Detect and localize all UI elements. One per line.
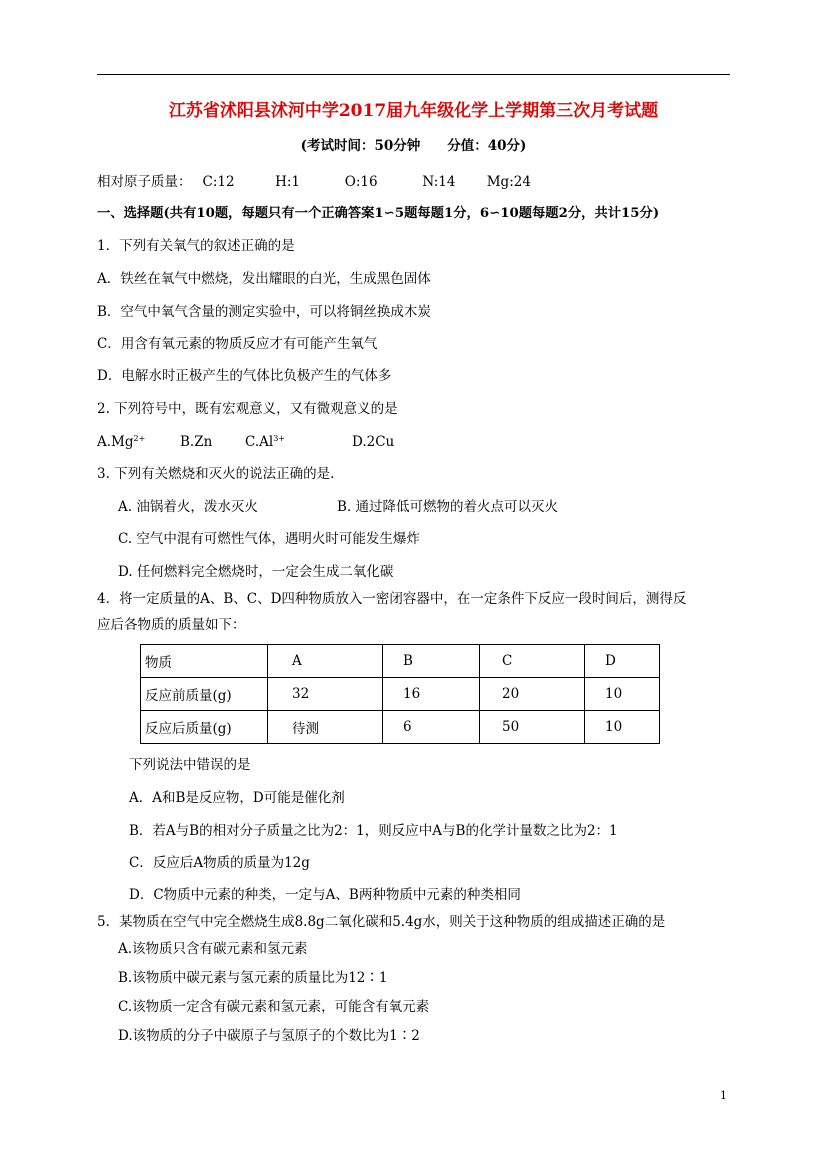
q2-option-c-text: C.Al <box>245 434 274 450</box>
table-row <box>141 678 660 711</box>
q3-stem: 3. 下列有关燃烧和灭火的说法正确的是. <box>97 466 335 482</box>
q4-option-d: D．C物质中元素的种类，一定与A、B两种物质中元素的种类相同 <box>129 887 521 903</box>
table-row <box>141 711 660 744</box>
q3-option-d: D. 任何燃料完全燃烧时，一定会生成二氧化碳 <box>118 564 394 580</box>
table-header-cell: C <box>480 645 585 678</box>
q3-option-c: C. 空气中混有可燃性气体，遇明火时可能发生爆炸 <box>118 531 420 547</box>
q4-stem-line2: 应后各物质的质量如下： <box>97 617 246 633</box>
q2-option-d: D.2Cu <box>352 434 395 450</box>
page-number: 1 <box>720 1089 727 1102</box>
table-header-cell: D <box>585 645 660 678</box>
q4-stem-line1: 4．将一定质量的A、B、C、D四种物质放入一密闭容器中，在一定条件下反应一段时间后，测得反 <box>97 591 687 607</box>
exam-title: 江苏省沭阳县沭河中学2017届九年级化学上学期第三次月考试题 <box>168 101 659 121</box>
q4-option-a: A．A和B是反应物，D可能是催化剂 <box>129 790 345 806</box>
table-cell: 待测 <box>268 711 383 744</box>
table-cell: 16 <box>383 678 480 711</box>
q5-stem: 5．某物质在空气中完全燃烧生成8.8g二氧化碳和5.4g水，则关于这种物质的组成描述正确的是 <box>97 914 666 930</box>
table-cell: 6 <box>383 711 480 744</box>
header-rule <box>97 74 730 75</box>
table-header-cell: B <box>383 645 480 678</box>
q1-option-d: D．电解水时正极产生的气体比负极产生的气体多 <box>97 368 392 384</box>
table-cell: 20 <box>480 678 585 711</box>
q5-option-c: C.该物质一定含有碳元素和氢元素，可能含有氧元素 <box>118 999 430 1015</box>
q5-option-b: B.该物质中碳元素与氢元素的质量比为12∶1 <box>118 970 388 986</box>
table-header-row <box>141 645 660 678</box>
table-cell: 反应前质量(g) <box>141 678 268 711</box>
table-header-cell: A <box>268 645 383 678</box>
q5-option-a: A.该物质只含有碳元素和氢元素 <box>118 941 308 957</box>
q2-option-a-text: A.Mg <box>97 434 134 450</box>
q1-option-b: B．空气中氧气含量的测定实验中，可以将铜丝换成木炭 <box>97 304 431 320</box>
atomic-masses: 相对原子质量： C:12 H:1 O:16 N:14 Mg:24 <box>97 174 531 190</box>
table-cell: 反应后质量(g) <box>141 711 268 744</box>
q1-option-c: C．用含有氧元素的物质反应才有可能产生氧气 <box>97 336 378 352</box>
q2-option-c <box>245 433 285 451</box>
table-cell: 10 <box>585 678 660 711</box>
table-header-cell: 物质 <box>141 645 268 678</box>
mass-table <box>140 644 660 744</box>
exam-subtitle: (考试时间：50分钟 分值：40分) <box>300 138 527 154</box>
q2-stem: 2. 下列符号中，既有宏观意义，又有微观意义的是 <box>97 401 398 417</box>
table-cell: 50 <box>480 711 585 744</box>
q2-option-b: B.Zn <box>180 434 213 450</box>
q3-option-a: A. 油锅着火，泼水灭火 <box>118 499 258 515</box>
q1-option-a: A．铁丝在氧气中燃烧，发出耀眼的白光，生成黑色固体 <box>97 271 431 287</box>
table-cell: 10 <box>585 711 660 744</box>
q3-option-b: B. 通过降低可燃物的着火点可以灭火 <box>337 499 559 515</box>
q5-option-d: D.该物质的分子中碳原子与氢原子的个数比为1∶2 <box>118 1028 420 1044</box>
q2-option-a <box>97 433 145 451</box>
section-heading: 一、选择题(共有10题，每题只有一个正确答案1∽5题每题1分，6∽10题每题2分，共计15分) <box>97 206 660 221</box>
q2-option-c-charge: 3+ <box>273 434 286 443</box>
q4-option-c: C．反应后A物质的质量为12g <box>129 855 310 871</box>
q4-option-b: B．若A与B的相对分子质量之比为2：1，则反应中A与B的化学计量数之比为2：1 <box>129 823 618 839</box>
table-cell: 32 <box>268 678 383 711</box>
q2-option-a-charge: 2+ <box>133 434 146 443</box>
q4-sub-stem: 下列说法中错误的是 <box>129 757 251 773</box>
q1-stem: 1．下列有关氧气的叙述正确的是 <box>97 238 295 254</box>
